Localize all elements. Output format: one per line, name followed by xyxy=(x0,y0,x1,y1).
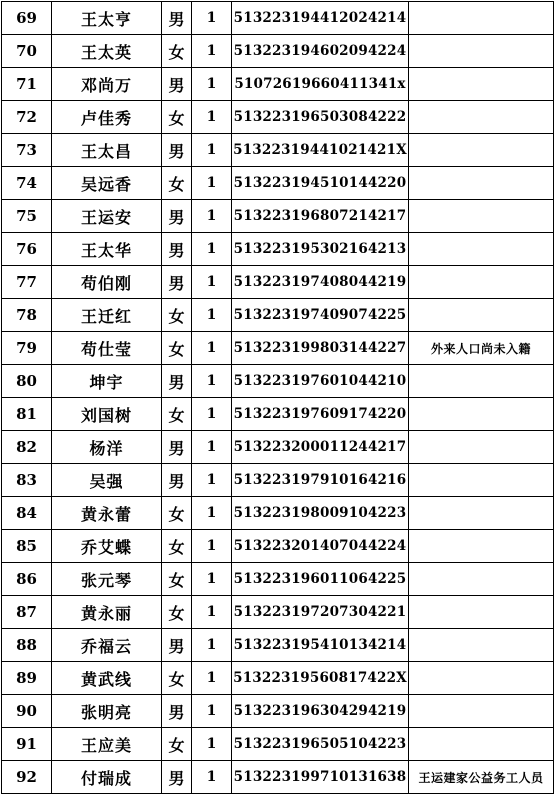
table-row xyxy=(2,629,554,662)
name-cell: 王应美 xyxy=(52,728,162,761)
gender-cell: 男 xyxy=(162,68,192,101)
name-cell: 黄永蕾 xyxy=(52,497,162,530)
gender-cell: 女 xyxy=(162,299,192,332)
id-number-cell: 513223199710131638 xyxy=(232,761,409,794)
name-cell: 吴强 xyxy=(52,464,162,497)
row-number-cell: 75 xyxy=(2,200,52,233)
row-number-cell: 80 xyxy=(2,365,52,398)
id-number-cell: 513223199803144227 xyxy=(232,332,409,365)
table-row xyxy=(2,266,554,299)
row-number-cell: 91 xyxy=(2,728,52,761)
count-cell: 1 xyxy=(192,530,232,563)
count-cell: 1 xyxy=(192,101,232,134)
id-number-cell: 51322319560817422X xyxy=(232,662,409,695)
count-cell: 1 xyxy=(192,35,232,68)
table-row xyxy=(2,2,554,35)
remark-cell xyxy=(409,35,554,68)
name-cell: 吴远香 xyxy=(52,167,162,200)
id-number-cell: 513223197207304221 xyxy=(232,596,409,629)
count-cell: 1 xyxy=(192,398,232,431)
count-cell: 1 xyxy=(192,266,232,299)
row-number-cell: 74 xyxy=(2,167,52,200)
name-cell: 乔艾蝶 xyxy=(52,530,162,563)
table-row xyxy=(2,530,554,563)
id-number-cell: 513223200011244217 xyxy=(232,431,409,464)
row-number-cell: 76 xyxy=(2,233,52,266)
name-cell: 苟伯刚 xyxy=(52,266,162,299)
id-number-cell: 513223198009104223 xyxy=(232,497,409,530)
gender-cell: 女 xyxy=(162,332,192,365)
row-number-cell: 85 xyxy=(2,530,52,563)
row-number-cell: 88 xyxy=(2,629,52,662)
gender-cell: 女 xyxy=(162,728,192,761)
id-number-cell: 513223197601044210 xyxy=(232,365,409,398)
row-number-cell: 72 xyxy=(2,101,52,134)
gender-cell: 男 xyxy=(162,266,192,299)
row-number-cell: 86 xyxy=(2,563,52,596)
row-number-cell: 89 xyxy=(2,662,52,695)
gender-cell: 男 xyxy=(162,695,192,728)
gender-cell: 女 xyxy=(162,596,192,629)
id-number-cell: 513223196505104223 xyxy=(232,728,409,761)
gender-cell: 男 xyxy=(162,200,192,233)
remark-cell xyxy=(409,596,554,629)
table-row xyxy=(2,35,554,68)
row-number-cell: 92 xyxy=(2,761,52,794)
count-cell: 1 xyxy=(192,464,232,497)
gender-cell: 男 xyxy=(162,233,192,266)
remark-cell xyxy=(409,431,554,464)
remark-cell xyxy=(409,398,554,431)
table-row xyxy=(2,596,554,629)
row-number-cell: 82 xyxy=(2,431,52,464)
gender-cell: 男 xyxy=(162,761,192,794)
gender-cell: 男 xyxy=(162,365,192,398)
row-number-cell: 70 xyxy=(2,35,52,68)
table-row xyxy=(2,761,554,794)
gender-cell: 女 xyxy=(162,398,192,431)
name-cell: 乔福云 xyxy=(52,629,162,662)
row-number-cell: 77 xyxy=(2,266,52,299)
name-cell: 王太华 xyxy=(52,233,162,266)
name-cell: 卢佳秀 xyxy=(52,101,162,134)
row-number-cell: 87 xyxy=(2,596,52,629)
remark-cell xyxy=(409,2,554,35)
gender-cell: 女 xyxy=(162,563,192,596)
row-number-cell: 78 xyxy=(2,299,52,332)
gender-cell: 男 xyxy=(162,629,192,662)
gender-cell: 女 xyxy=(162,35,192,68)
roster-table xyxy=(1,1,554,794)
table-row xyxy=(2,563,554,596)
count-cell: 1 xyxy=(192,200,232,233)
table-row xyxy=(2,497,554,530)
name-cell: 坤宇 xyxy=(52,365,162,398)
remark-cell xyxy=(409,134,554,167)
id-number-cell: 513223197408044219 xyxy=(232,266,409,299)
count-cell: 1 xyxy=(192,167,232,200)
table-row xyxy=(2,464,554,497)
name-cell: 付瑞成 xyxy=(52,761,162,794)
row-number-cell: 69 xyxy=(2,2,52,35)
gender-cell: 女 xyxy=(162,662,192,695)
remark-cell xyxy=(409,629,554,662)
count-cell: 1 xyxy=(192,695,232,728)
count-cell: 1 xyxy=(192,662,232,695)
count-cell: 1 xyxy=(192,761,232,794)
table-row xyxy=(2,662,554,695)
table-row xyxy=(2,68,554,101)
table-row xyxy=(2,695,554,728)
name-cell: 王太英 xyxy=(52,35,162,68)
gender-cell: 男 xyxy=(162,2,192,35)
id-number-cell: 513223196011064225 xyxy=(232,563,409,596)
row-number-cell: 90 xyxy=(2,695,52,728)
gender-cell: 男 xyxy=(162,464,192,497)
count-cell: 1 xyxy=(192,134,232,167)
id-number-cell: 513223195302164213 xyxy=(232,233,409,266)
count-cell: 1 xyxy=(192,68,232,101)
row-number-cell: 79 xyxy=(2,332,52,365)
remark-cell xyxy=(409,662,554,695)
roster-table-body xyxy=(2,2,554,794)
remark-cell xyxy=(409,101,554,134)
id-number-cell: 513223196807214217 xyxy=(232,200,409,233)
gender-cell: 女 xyxy=(162,167,192,200)
table-row xyxy=(2,101,554,134)
name-cell: 黄永丽 xyxy=(52,596,162,629)
row-number-cell: 71 xyxy=(2,68,52,101)
row-number-cell: 83 xyxy=(2,464,52,497)
remark-cell xyxy=(409,266,554,299)
remark-cell xyxy=(409,497,554,530)
count-cell: 1 xyxy=(192,299,232,332)
id-number-cell: 513223197409074225 xyxy=(232,299,409,332)
id-number-cell: 513223201407044224 xyxy=(232,530,409,563)
id-number-cell: 513223196503084222 xyxy=(232,101,409,134)
remark-cell: 外来人口尚未入籍 xyxy=(409,332,554,365)
remark-cell xyxy=(409,365,554,398)
id-number-cell: 513223194510144220 xyxy=(232,167,409,200)
table-row xyxy=(2,431,554,464)
count-cell: 1 xyxy=(192,563,232,596)
id-number-cell: 513223195410134214 xyxy=(232,629,409,662)
remark-cell: 王运建家公益务工人员 xyxy=(409,761,554,794)
gender-cell: 女 xyxy=(162,101,192,134)
remark-cell xyxy=(409,233,554,266)
table-row xyxy=(2,365,554,398)
remark-cell xyxy=(409,695,554,728)
row-number-cell: 81 xyxy=(2,398,52,431)
remark-cell xyxy=(409,530,554,563)
count-cell: 1 xyxy=(192,728,232,761)
table-row xyxy=(2,299,554,332)
name-cell: 王迁红 xyxy=(52,299,162,332)
id-number-cell: 513223194602094224 xyxy=(232,35,409,68)
count-cell: 1 xyxy=(192,596,232,629)
count-cell: 1 xyxy=(192,233,232,266)
name-cell: 刘国树 xyxy=(52,398,162,431)
count-cell: 1 xyxy=(192,629,232,662)
name-cell: 王太昌 xyxy=(52,134,162,167)
table-row xyxy=(2,332,554,365)
name-cell: 黄武线 xyxy=(52,662,162,695)
id-number-cell: 513223197609174220 xyxy=(232,398,409,431)
name-cell: 王太亨 xyxy=(52,2,162,35)
count-cell: 1 xyxy=(192,365,232,398)
gender-cell: 女 xyxy=(162,497,192,530)
name-cell: 苟仕莹 xyxy=(52,332,162,365)
count-cell: 1 xyxy=(192,2,232,35)
table-row xyxy=(2,728,554,761)
id-number-cell: 51072619660411341x xyxy=(232,68,409,101)
name-cell: 张元琴 xyxy=(52,563,162,596)
table-row xyxy=(2,200,554,233)
name-cell: 杨洋 xyxy=(52,431,162,464)
remark-cell xyxy=(409,728,554,761)
remark-cell xyxy=(409,68,554,101)
gender-cell: 女 xyxy=(162,530,192,563)
remark-cell xyxy=(409,464,554,497)
name-cell: 王运安 xyxy=(52,200,162,233)
remark-cell xyxy=(409,299,554,332)
remark-cell xyxy=(409,200,554,233)
count-cell: 1 xyxy=(192,332,232,365)
name-cell: 张明亮 xyxy=(52,695,162,728)
remark-cell xyxy=(409,563,554,596)
id-number-cell: 51322319441021421X xyxy=(232,134,409,167)
count-cell: 1 xyxy=(192,431,232,464)
gender-cell: 男 xyxy=(162,431,192,464)
id-number-cell: 513223194412024214 xyxy=(232,2,409,35)
table-row xyxy=(2,233,554,266)
name-cell: 邓尚万 xyxy=(52,68,162,101)
table-row xyxy=(2,167,554,200)
gender-cell: 男 xyxy=(162,134,192,167)
id-number-cell: 513223196304294219 xyxy=(232,695,409,728)
row-number-cell: 84 xyxy=(2,497,52,530)
id-number-cell: 513223197910164216 xyxy=(232,464,409,497)
table-row xyxy=(2,398,554,431)
row-number-cell: 73 xyxy=(2,134,52,167)
remark-cell xyxy=(409,167,554,200)
count-cell: 1 xyxy=(192,497,232,530)
table-row xyxy=(2,134,554,167)
